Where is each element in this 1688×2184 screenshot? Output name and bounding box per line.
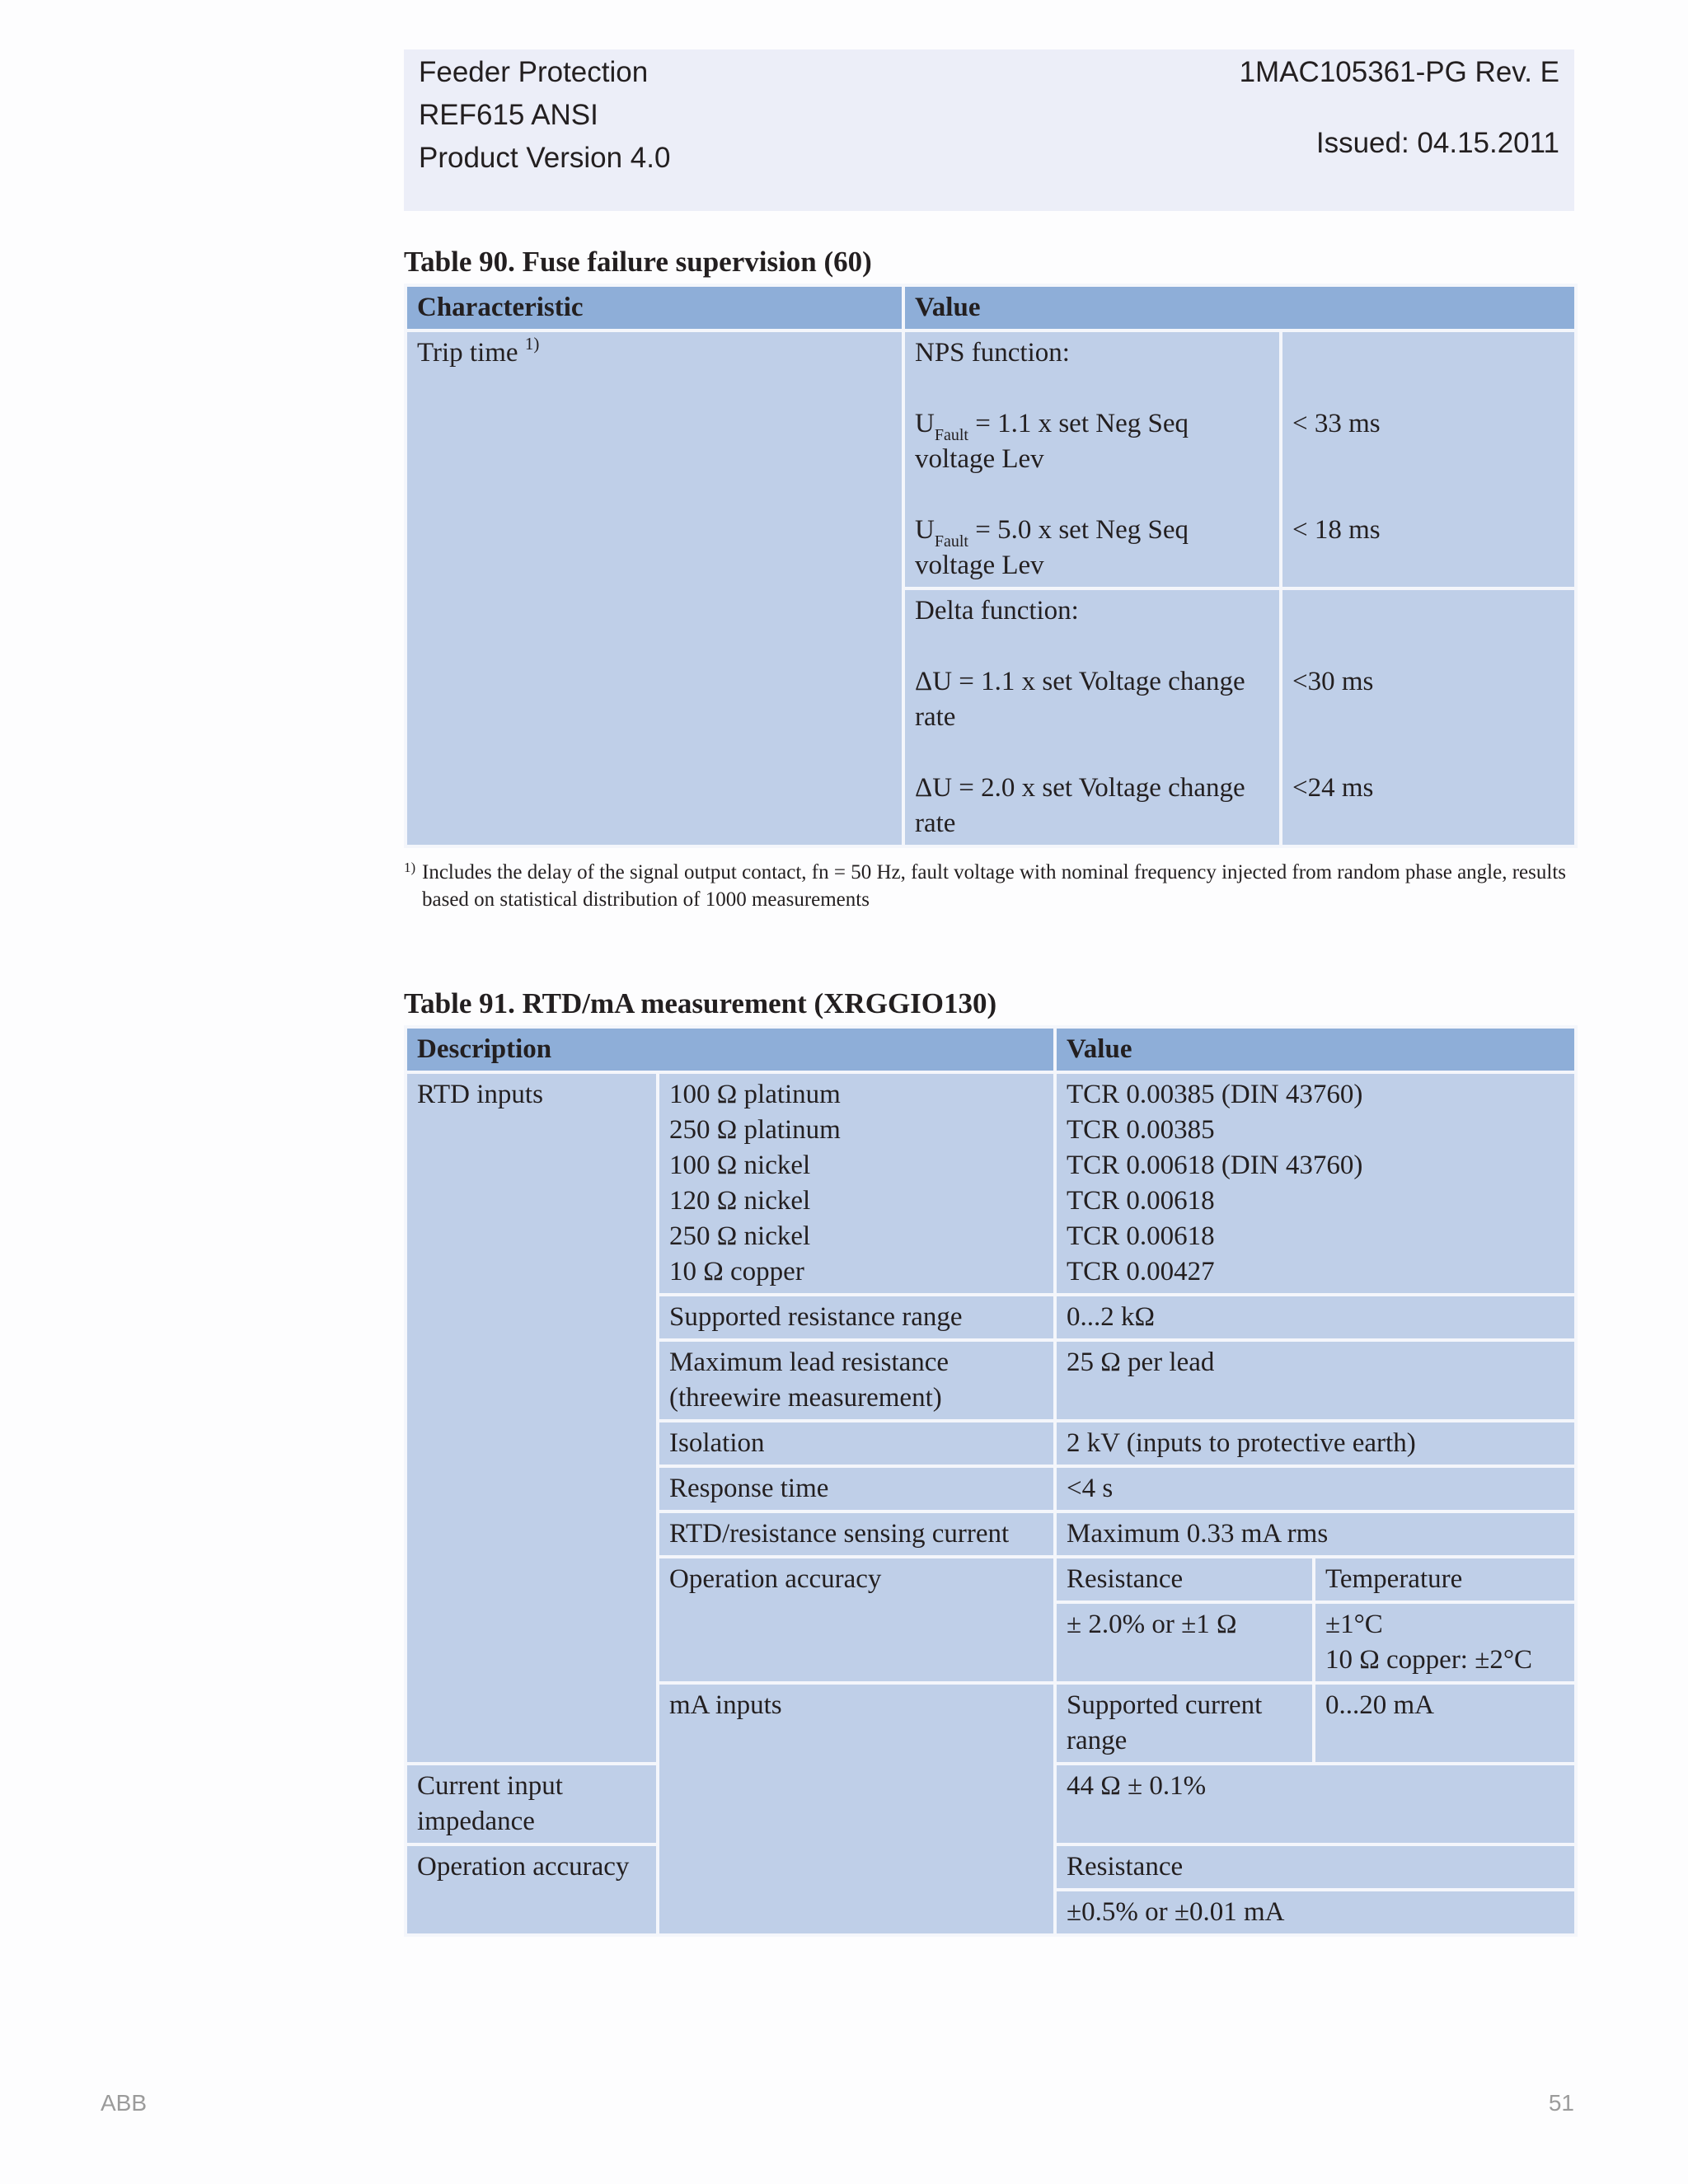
ma-operation-accuracy-label: Operation accuracy <box>406 1844 658 1935</box>
accuracy-resistance-value: ± 2.0% or ±1 Ω <box>1055 1602 1314 1683</box>
table91-caption: Table 91. RTD/mA measurement (XRGGIO130) <box>404 987 997 1019</box>
trip-time-label: Trip time <box>417 338 518 368</box>
table-row <box>406 1072 1576 1295</box>
footnote-text: Includes the delay of the signal output contact, fn = 50 Hz, fault voltage with nominal frequency injected from random phase angle, results based on statistical distribution of 1000 measurements <box>422 861 1566 911</box>
fault-subscript: Fault <box>934 532 968 551</box>
isolation-label: Isolation <box>658 1421 1055 1466</box>
fault-subscript: Fault <box>934 426 968 444</box>
delta-row1-condition: ΔU = 1.1 x set Voltage change rate <box>915 667 1245 732</box>
supported-current-range-value: 0...20 mA <box>1314 1683 1576 1764</box>
response-time-value: <4 s <box>1055 1466 1576 1511</box>
accuracy-resistance-header: Resistance <box>1055 1557 1314 1602</box>
supported-resistance-range-label: Supported resistance range <box>658 1295 1055 1340</box>
list-item: 250 Ω nickel <box>669 1221 811 1251</box>
ma-accuracy-value: ±0.5% or ±0.01 mA <box>1055 1890 1576 1935</box>
list-item: TCR 0.00618 <box>1067 1221 1215 1251</box>
list-item: 120 Ω nickel <box>669 1186 811 1216</box>
header-doc-id: 1MAC105361-PG Rev. E <box>1239 56 1559 88</box>
list-item: TCR 0.00385 <box>1067 1115 1215 1145</box>
delta-row2-condition: ΔU = 2.0 x set Voltage change rate <box>915 773 1245 838</box>
accuracy-temperature-value2: 10 Ω copper: ±2°C <box>1325 1645 1533 1675</box>
max-lead-resistance-label: Maximum lead resistance (threewire measurement) <box>658 1340 1055 1421</box>
list-item: 250 Ω platinum <box>669 1115 841 1145</box>
delta-row1-value: <30 ms <box>1292 667 1374 696</box>
list-item: 10 Ω copper <box>669 1257 804 1286</box>
current-input-impedance-label: Current input impedance <box>406 1764 658 1844</box>
table90-footnote <box>404 859 1574 913</box>
list-item: TCR 0.00427 <box>1067 1257 1215 1286</box>
footer-brand: ABB <box>101 2090 148 2116</box>
nps-row2-text: = 5.0 x set Neg Seq voltage Lev <box>915 515 1189 580</box>
nps-row2-condition <box>915 513 1269 583</box>
rtd-tcr-cell <box>1055 1072 1576 1295</box>
header-issued: Issued: 04.15.2011 <box>1315 127 1559 159</box>
table91-col-value: Value <box>1055 1027 1576 1072</box>
u-symbol: U <box>915 515 935 545</box>
table90-col-characteristic: Characteristic <box>406 285 903 330</box>
header-model: REF615 ANSI <box>419 99 598 131</box>
table91 <box>404 1025 1578 1937</box>
delta-values-cell <box>1281 588 1576 846</box>
table90-col-value: Value <box>903 285 1576 330</box>
list-item: TCR 0.00618 <box>1067 1186 1215 1216</box>
operation-accuracy-label: Operation accuracy <box>658 1557 1055 1683</box>
table90-trip-time-cell <box>406 330 903 846</box>
current-input-impedance-value: 44 Ω ± 0.1% <box>1055 1764 1576 1844</box>
header-version: Product Version 4.0 <box>419 142 671 174</box>
nps-values-cell <box>1281 330 1576 588</box>
document-header <box>404 49 1574 211</box>
max-lead-resistance-value: 25 Ω per lead <box>1055 1340 1576 1421</box>
nps-row1-condition <box>915 406 1269 477</box>
nps-row1-text: = 1.1 x set Neg Seq voltage Lev <box>915 409 1189 474</box>
accuracy-temperature-header: Temperature <box>1314 1557 1576 1602</box>
nps-row2-value: < 18 ms <box>1292 515 1381 545</box>
accuracy-temperature-values <box>1314 1602 1576 1683</box>
sensing-current-label: RTD/resistance sensing current <box>658 1511 1055 1557</box>
list-item: 100 Ω platinum <box>669 1080 841 1109</box>
table91-col-description: Description <box>406 1027 1055 1072</box>
ma-inputs-label: mA inputs <box>658 1683 1055 1935</box>
supported-resistance-range-value: 0...2 kΩ <box>1055 1295 1576 1340</box>
u-symbol: U <box>915 409 935 438</box>
rtd-types-cell <box>658 1072 1055 1295</box>
header-product: Feeder Protection <box>419 56 649 88</box>
nps-row1-value: < 33 ms <box>1292 409 1381 438</box>
isolation-value: 2 kV (inputs to protective earth) <box>1055 1421 1576 1466</box>
table90-row-nps <box>406 330 1576 588</box>
table90-header-row <box>406 285 1576 330</box>
delta-function-cell <box>903 588 1281 846</box>
table90-caption: Table 90. Fuse failure supervision (60) <box>404 246 872 278</box>
list-item: TCR 0.00618 (DIN 43760) <box>1067 1151 1363 1180</box>
footnote-marker: 1) <box>404 860 416 875</box>
list-item: 100 Ω nickel <box>669 1151 811 1180</box>
response-time-label: Response time <box>658 1466 1055 1511</box>
sensing-current-value: Maximum 0.33 mA rms <box>1055 1511 1576 1557</box>
delta-heading: Delta function: <box>915 596 1079 626</box>
nps-function-cell <box>903 330 1281 588</box>
ma-accuracy-header: Resistance <box>1055 1844 1576 1890</box>
accuracy-temperature-value1: ±1°C <box>1325 1610 1383 1639</box>
table90 <box>404 284 1578 848</box>
list-item: TCR 0.00385 (DIN 43760) <box>1067 1080 1363 1109</box>
trip-time-footnote-ref: 1) <box>524 334 540 354</box>
table91-header-row <box>406 1027 1576 1072</box>
rtd-inputs-label: RTD inputs <box>406 1072 658 1764</box>
supported-current-range-label: Supported current range <box>1055 1683 1314 1764</box>
nps-heading: NPS function: <box>915 338 1070 368</box>
delta-row2-value: <24 ms <box>1292 773 1374 803</box>
page-number: 51 <box>1548 2090 1574 2116</box>
